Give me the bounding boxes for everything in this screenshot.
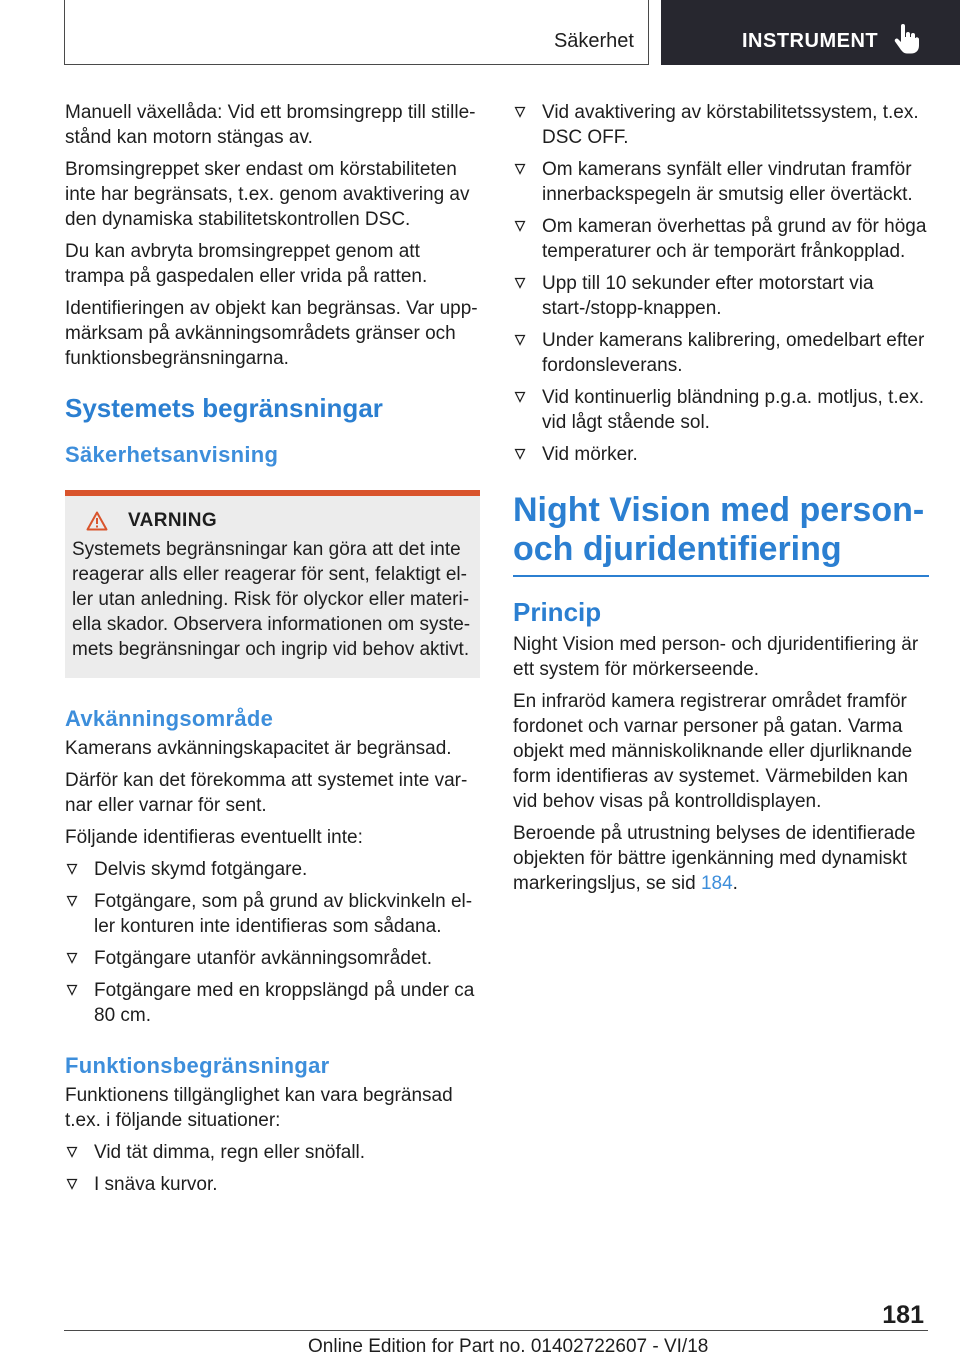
triangle-bullet-icon <box>66 1178 78 1190</box>
paragraph: Kamerans avkänningskapacitet är begränsad. <box>65 738 452 759</box>
list-item: Delvis skymd fotgängare. <box>65 857 480 882</box>
footer-divider <box>64 1330 928 1331</box>
triangle-bullet-icon <box>66 863 78 875</box>
chapter-tab[interactable] <box>661 0 960 65</box>
page-number: 181 <box>882 1301 924 1329</box>
triangle-bullet-icon <box>514 334 526 346</box>
triangle-bullet-icon <box>514 163 526 175</box>
list-item: Vid kontinuerlig bländning p.g.a. motljus, t.ex. vid lågt stående sol. <box>513 385 929 435</box>
paragraph: Funktionens tillgänglighet kan vara begränsad t.ex. i följande situationer: <box>65 1085 453 1131</box>
paragraph: Du kan avbryta bromsingreppet genom att trampa på gaspedalen eller vrida på ratten. <box>65 241 428 287</box>
function-limits-list <box>65 1140 480 1197</box>
chapter-tab-label: INSTRUMENT <box>742 30 879 52</box>
list-item: Vid tät dimma, regn eller snöfall. <box>65 1140 480 1165</box>
paragraph: En infraröd kamera registrerar området framför fordonet och varnar personer på gatan. Varma objekt med människoliknande eller djurliknande form identifieras av systemet. Värmebilden kan vid behov visas på kontrolldisplayen. <box>513 691 913 812</box>
paragraph: Night Vision med person- och djuridentifiering är ett system för mörkerseende. <box>513 634 919 680</box>
list-item: Om kameran överhettas på grund av för höga temperaturer och är temporärt frånkopplad. <box>513 214 929 264</box>
detection-list <box>65 857 480 1028</box>
triangle-bullet-icon <box>514 391 526 403</box>
warning-box <box>65 490 480 678</box>
paragraph: Bromsingreppet sker endast om körstabiliteten inte har begränsats, t.ex. genom avaktivering av den dynamiska stabilitetskontrollen DSC. <box>65 159 470 230</box>
list-item: Fotgängare med en kroppslängd på under ca 80 cm. <box>65 978 480 1028</box>
list-item: Vid mörker. <box>513 442 929 467</box>
footer-edition: Online Edition for Part no. 01402722607 - VI/18 <box>308 1336 709 1357</box>
triangle-bullet-icon <box>66 895 78 907</box>
list-item: I snäva kurvor. <box>65 1172 480 1197</box>
chapter-heading-night-vision: Night Vision med person- och djuridentifiering <box>513 491 929 577</box>
warning-triangle-icon <box>86 511 108 531</box>
left-column <box>65 100 480 1204</box>
warning-title: VARNING <box>128 510 218 531</box>
triangle-bullet-icon <box>514 106 526 118</box>
paragraph: Därför kan det förekomma att systemet inte var-nar eller varnar för sent. <box>65 770 468 816</box>
paragraph: Beroende på utrustning belyses de identifierade objekten för bättre igenkänning med dynamiskt markeringsljus, se sid 184. <box>513 823 916 894</box>
triangle-bullet-icon <box>514 448 526 460</box>
section-heading-principle: Princip <box>513 597 602 627</box>
paragraph: Följande identifieras eventuellt inte: <box>65 827 363 848</box>
triangle-bullet-icon <box>66 984 78 996</box>
right-column <box>513 100 929 903</box>
subheading-detection-area: Avkänningsområde <box>65 706 274 731</box>
list-item: Fotgängare utanför avkänningsområdet. <box>65 946 480 971</box>
section-tab-label: Säkerhet <box>553 30 634 52</box>
triangle-bullet-icon <box>514 220 526 232</box>
warning-text: Systemets begränsningar kan göra att det inte reagerar alls eller reagerar för sent, felaktigt el-ler utan anledning. Risk för olyckor eller materi-ella skador. Observera informationen om syste-mets begränsningar och ingrip vid behov aktivt. <box>72 539 471 660</box>
section-heading-limits: Systemets begränsningar <box>65 393 383 423</box>
list-item: Vid avaktivering av körstabilitetssystem, t.ex. DSC OFF. <box>513 100 929 150</box>
subheading-function-limits: Funktionsbegränsningar <box>65 1053 330 1078</box>
list-item: Om kamerans synfält eller vindrutan framför innerbackspegeln är smutsig eller övertäckt. <box>513 157 929 207</box>
list-item: Under kamerans kalibrering, omedelbart efter fordonsleverans. <box>513 328 929 378</box>
warning-header <box>86 510 472 532</box>
paragraph: Identifieringen av objekt kan begränsas. Var upp-märksam på avkänningsområdets gränser och funktionsbegränsningarna. <box>65 298 478 369</box>
function-limits-list-continued <box>513 100 929 467</box>
subheading-safety: Säkerhetsanvisning <box>65 442 279 467</box>
section-tab[interactable] <box>64 0 649 65</box>
list-item: Fotgängare, som på grund av blickvinkeln el-ler konturen inte identifieras som sådana. <box>65 889 480 939</box>
triangle-bullet-icon <box>514 277 526 289</box>
list-item: Upp till 10 sekunder efter motorstart via start-/stopp-knappen. <box>513 271 929 321</box>
triangle-bullet-icon <box>66 1146 78 1158</box>
pointing-hand-icon <box>893 24 919 54</box>
paragraph: Manuell växellåda: Vid ett bromsingrepp till stille-stånd kan motorn stängas av. <box>65 102 476 148</box>
triangle-bullet-icon <box>66 952 78 964</box>
page-link[interactable]: 184 <box>700 873 733 894</box>
